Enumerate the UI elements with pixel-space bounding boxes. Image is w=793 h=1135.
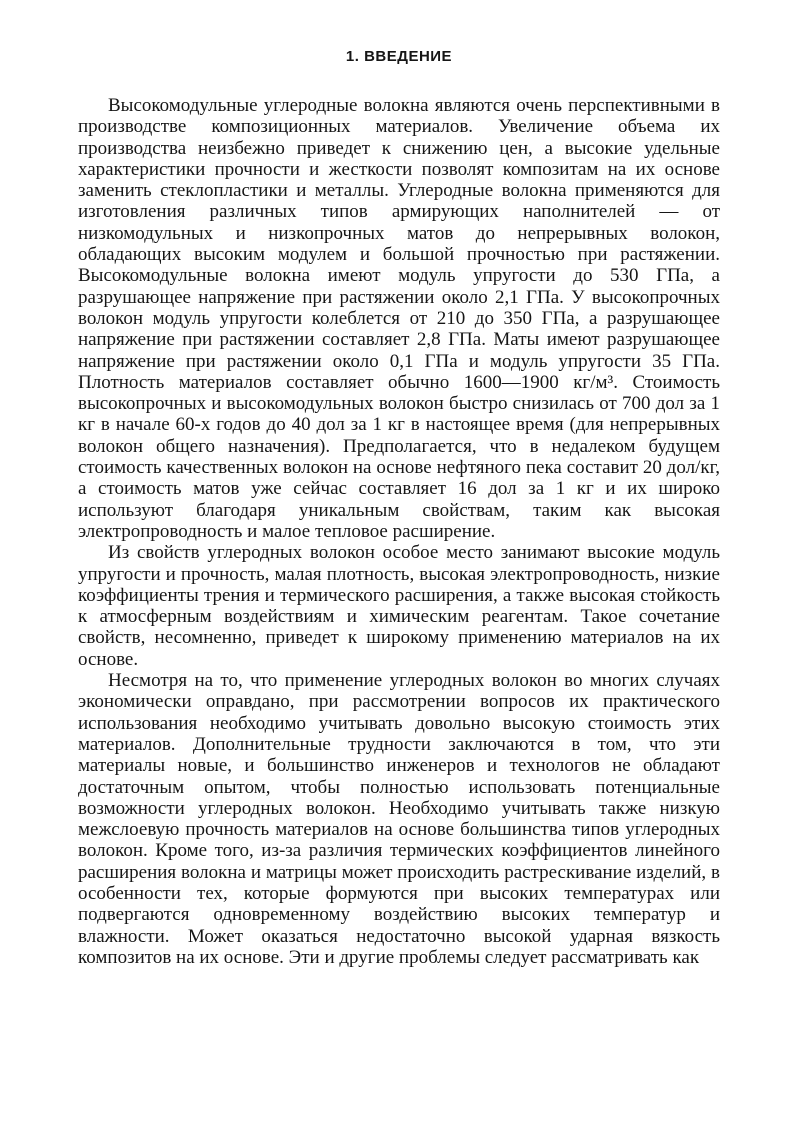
paragraph-3: Несмотря на то, что применение углеродных волокон во многих случаях экономически оправдано, при рассмотрении вопросов их практического использования необходимо учитывать довольно высокую стоимость этих материалов. Дополнительные трудности заключаются в том, что эти материалы новые, и большинство инженеров и технологов не обладают достаточным опытом, чтобы полностью использовать потенциальные возможности углеродных волокон. Необходимо учитывать также низкую межслоевую прочность материалов на основе большинства типов углеродных волокон. Кроме того, из-за различия термических коэффициентов линейного расширения волокна и матрицы может происходить растрескивание изделий, в особенности тех, которые формуются при высоких температурах или подвергаются одновременному воздействию высоких температур и влажности. Может оказаться недостаточно высокой ударная вязкость композитов на их основе. Эти и другие проблемы следует рассматривать как <box>78 670 720 968</box>
document-page <box>78 48 720 968</box>
section-heading: 1. ВВЕДЕНИЕ <box>345 48 453 65</box>
paragraph-1: Высокомодульные углеродные волокна являются очень перспективными в производстве композиционных материалов. Увеличение объема их производства неизбежно приведет к снижению цен, а высокие удельные характеристики прочности и жесткости позволят композитам на их основе заменить стеклопластики и металлы. Углеродные волокна применяются для изготовления различных типов армирующих наполнителей — от низкомодульных и низкопрочных матов до непрерывных волокон, обладающих высоким модулем и большой прочностью при растяжении. Высокомодульные волокна имеют модуль упругости до 530 ГПа, а разрушающее напряжение при растяжении около 2,1 ГПа. У высокопрочных волокон модуль упругости колеблется от 210 до 350 ГПа, а разрушающее напряжение при растяжении составляет 2,8 ГПа. Маты имеют разрушающее напряжение при растяжении около 0,1 ГПа и модуль упругости 35 ГПа. Плотность материалов составляет обычно 1600—1900 кг/м³. Стоимость высокопрочных и высокомодульных волокон быстро снизилась от 700 дол за 1 кг в начале 60-х годов до 40 дол за 1 кг в настоящее время (для непрерывных волокон общего назначения). Предполагается, что в недалеком будущем стоимость качественных волокон на основе нефтяного пека составит 20 дол/кг, а стоимость матов уже сейчас составляет 16 дол за 1 кг и их широко используют благодаря уникальным свойствам, таким как высокая электропроводность и малое тепловое расширение. <box>78 95 720 542</box>
paragraph-2: Из свойств углеродных волокон особое место занимают высокие модуль упругости и прочность, малая плотность, высокая электропроводность, низкие коэффициенты трения и термического расширения, а также высокая стойкость к атмосферным воздействиям и химическим реагентам. Такое сочетание свойств, несомненно, приведет к широкому применению материалов на их основе. <box>78 542 720 670</box>
